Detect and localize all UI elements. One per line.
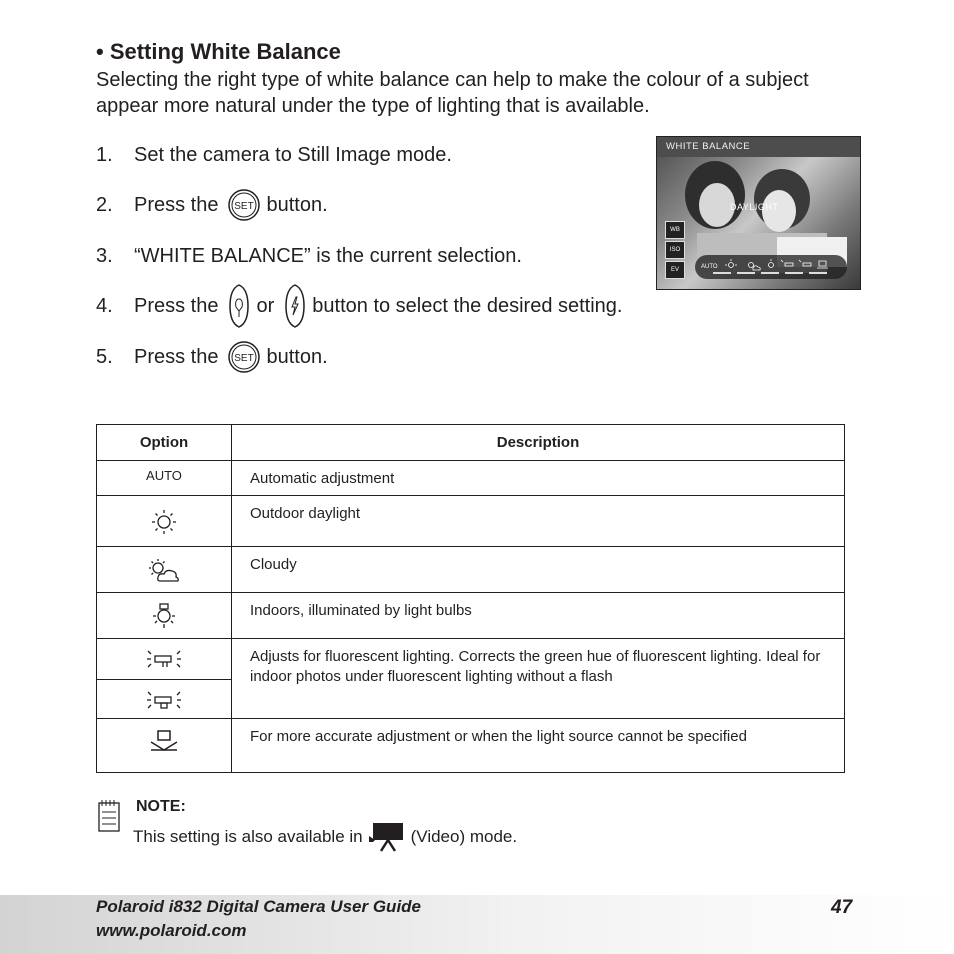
step-text-after: button. <box>266 193 328 216</box>
auto-option: AUTO <box>97 461 232 496</box>
step-number: 4. <box>96 294 113 317</box>
manual-wb-icon <box>149 728 179 754</box>
row-description: Indoors, illuminated by light bulbs <box>232 593 845 639</box>
table-row <box>97 719 845 773</box>
intro-paragraph: Selecting the right type of white balance can help to make the colour of a subject appear more natural under the type of lighting that is available. <box>96 69 809 117</box>
step-text-middle: or <box>256 294 275 317</box>
bulb-icon <box>150 602 178 632</box>
step-number: 1. <box>96 143 113 166</box>
fluorescent-1-icon <box>146 647 182 671</box>
step-1 <box>96 135 452 175</box>
iso-side-icon: ISO <box>665 241 685 259</box>
set-button-icon <box>228 341 260 373</box>
table-row <box>97 593 845 639</box>
row-description: Adjusts for fluorescent lighting. Corrects the green hue of fluorescent lighting. Ideal for indoor photos under fluorescent lighting without a flash <box>232 639 845 719</box>
footer-url[interactable]: www.polaroid.com <box>96 921 247 940</box>
step-text-after: button to select the desired setting. <box>312 294 623 317</box>
step-5 <box>96 337 328 377</box>
row-description: Cloudy <box>232 547 845 593</box>
description-header: Description <box>232 425 845 461</box>
row-description: Automatic adjustment <box>232 461 845 496</box>
note-text-after: (Video) mode. <box>410 827 518 846</box>
footer-title: Polaroid i832 Digital Camera User Guide <box>96 897 422 916</box>
note-title: NOTE: <box>136 798 186 815</box>
note-icon <box>98 800 120 832</box>
white-balance-options-table <box>96 424 845 773</box>
set-button-label: SET <box>234 353 255 364</box>
table-header-row <box>97 425 845 461</box>
fluorescent-2-icon <box>146 688 182 712</box>
sun-icon <box>149 507 179 537</box>
set-button-label: SET <box>234 201 255 212</box>
wb-option-strip <box>695 255 847 279</box>
step-text: Set the camera to Still Image mode. <box>134 143 452 166</box>
step-text: Press the <box>134 294 219 317</box>
video-mode-icon <box>369 822 405 852</box>
strip-icons <box>695 255 847 279</box>
step-number: 2. <box>96 193 113 216</box>
table-row <box>97 496 845 547</box>
right-flash-button-icon <box>284 283 306 329</box>
step-text-after: button. <box>266 345 328 368</box>
step-text: “WHITE BALANCE” is the current selection. <box>134 244 522 267</box>
option-header: Option <box>97 425 232 461</box>
set-button-icon <box>228 189 260 221</box>
step-number: 3. <box>96 244 113 267</box>
ev-side-icon: EV <box>665 261 685 279</box>
note-text-before: This setting is also available in <box>133 827 363 846</box>
note-text <box>133 822 517 852</box>
page-number: 47 <box>831 897 853 918</box>
section-heading: • Setting White Balance <box>96 39 341 64</box>
step-number: 5. <box>96 345 113 368</box>
step-text: Press the <box>134 345 219 368</box>
step-3 <box>96 236 522 276</box>
row-description: Outdoor daylight <box>232 496 845 547</box>
screen-title: WHITE BALANCE <box>657 137 860 157</box>
wb-side-icon: WB <box>665 221 685 239</box>
strip-auto-label: AUTO <box>701 264 718 270</box>
table-row <box>97 639 845 680</box>
row-description: For more accurate adjustment or when the light source cannot be specified <box>232 719 845 773</box>
table-row <box>97 547 845 593</box>
step-text: Press the <box>134 193 219 216</box>
step-2 <box>96 185 328 225</box>
table-row <box>97 461 845 496</box>
step-4 <box>96 286 622 326</box>
camera-screen <box>656 136 861 290</box>
screen-selected-label: DAYLIGHT <box>730 202 779 212</box>
cloudy-icon <box>147 557 181 585</box>
left-macro-button-icon <box>228 283 250 329</box>
